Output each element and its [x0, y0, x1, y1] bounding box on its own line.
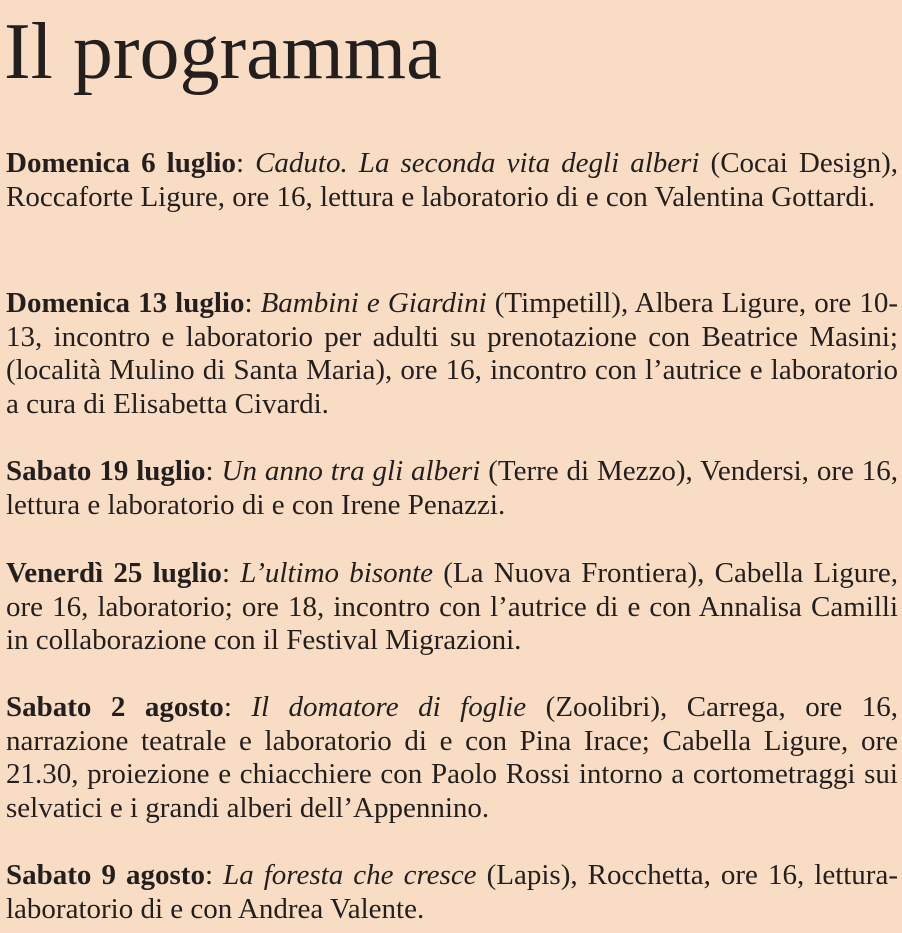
- event-details: (Timpetill), Albera Ligure, ore 10-13, incontro e laboratorio per adulti su prenotazione con Beatrice Masini; (località Mulino di Santa Maria), ore 16, incontro con l’autrice e laboratorio a cura di Elisabetta Civardi.: [6, 287, 898, 420]
- event-details: (Lapis), Rocchetta, ore 16, lettura-laboratorio di e con Andrea Valente.: [6, 859, 898, 925]
- event-entry: [6, 691, 898, 825]
- event-date: Domenica 6 luglio: [6, 147, 236, 179]
- event-book-title: La foresta che cresce: [223, 859, 477, 891]
- event-book-title: Bambini e Giardini: [260, 287, 487, 319]
- event-separator: :: [204, 859, 224, 891]
- event-date: Domenica 13 luglio: [6, 287, 245, 319]
- event-separator: :: [244, 287, 261, 319]
- event-entry: [6, 147, 898, 214]
- event-date: Sabato 9 agosto: [6, 859, 205, 891]
- event-date: Sabato 19 luglio: [6, 455, 206, 487]
- event-entry: [6, 557, 898, 658]
- event-details: (Terre di Mezzo), Vendersi, ore 16, lettura e laboratorio di e con Irene Penazzi.: [6, 455, 899, 521]
- event-book-title: L’ultimo bisonte: [240, 557, 434, 589]
- event-date: Sabato 2 agosto: [6, 691, 224, 723]
- event-entry: [6, 455, 898, 522]
- event-separator: :: [223, 691, 252, 723]
- event-date: Venerdì 25 luglio: [6, 557, 222, 589]
- event-book-title: Un anno tra gli alberi: [221, 455, 481, 487]
- event-details: (La Nuova Frontiera), Cabella Ligure, ore 16, laboratorio; ore 18, incontro con l’autrice di e con Annalisa Camilli in collaborazione con il Festival Migrazioni.: [6, 557, 898, 656]
- event-book-title: Il domatore di foglie: [251, 691, 527, 723]
- page-title: Il programma: [4, 8, 442, 96]
- event-book-title: Caduto. La seconda vita degli alberi: [255, 147, 700, 179]
- event-entry: [6, 287, 898, 421]
- event-separator: :: [221, 557, 241, 589]
- event-separator: :: [235, 147, 256, 179]
- event-details: (Zoolibri), Carrega, ore 16, narrazione teatrale e laboratorio di e con Pina Irace; Cabella Ligure, ore 21.30, proiezione e chiacchiere con Paolo Rossi intorno a cortometraggi sui selvatici e i grandi alberi dell’Appennino.: [6, 691, 898, 824]
- event-separator: :: [205, 455, 222, 487]
- event-details: (Cocai Design), Roccaforte Ligure, ore 16, lettura e laboratorio di e con Valentina Gottardi.: [6, 147, 898, 213]
- event-entry: [6, 859, 898, 926]
